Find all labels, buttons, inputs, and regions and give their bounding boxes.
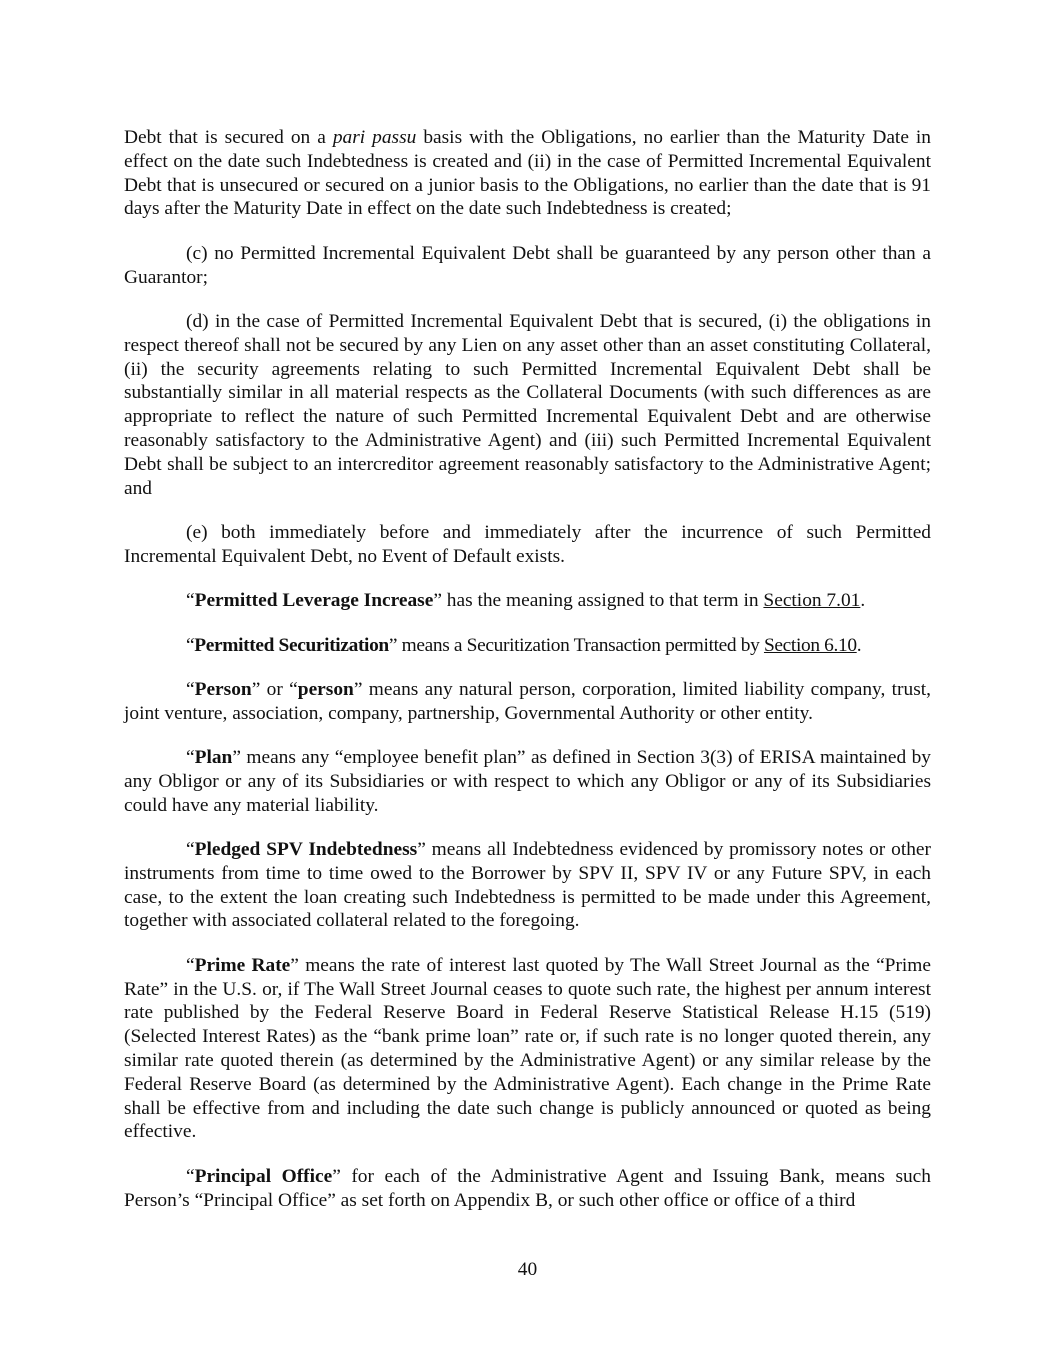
defined-term: Principal Office — [194, 1165, 333, 1187]
paragraph-clause-e: (e) both immediately before and immediately after the incurrence of such Permitted Incremental Equivalent Debt, no Event of Default exists. — [124, 521, 931, 567]
defined-term: person — [297, 678, 354, 700]
defined-term: Person — [194, 678, 252, 700]
paragraph-clause-c: (c) no Permitted Incremental Equivalent Debt shall be guaranteed by any person other than a Guarantor; — [124, 242, 931, 288]
definition-person: “Person” or “person” means any natural person, corporation, limited liability company, trust, joint venture, association, company, partnership, Governmental Authority or other entity. — [124, 678, 931, 724]
document-body — [124, 126, 931, 1233]
defined-term: Permitted Leverage Increase — [194, 590, 434, 612]
paragraph-continuation: Debt that is secured on a pari passu basis with the Obligations, no earlier than the Maturity Date in effect on the date such Indebtedness is created and (ii) in the case of Permitted Incremental Equivalent Debt that is unsecured or secured on a junior basis to the Obligations, no earlier than the date that is 91 days after the Maturity Date in effect on the date such Indebtedness is created; — [124, 127, 932, 220]
section-reference: Section 6.10 — [763, 634, 857, 656]
italic-term: pari passu — [332, 127, 417, 148]
defined-term: Prime Rate — [194, 954, 291, 976]
definition-pledged-spv-indebtedness: “Pledged SPV Indebtedness” means all Indebtedness evidenced by promissory notes or other instruments from time to time owed to the Borrower by SPV II, SPV IV or any Future SPV, in each case, to the extent the loan creating such Indebtedness is permitted to be made under this Agreement, together with associated collateral related to the foregoing. — [124, 839, 931, 932]
definition-principal-office: “Principal Office” for each of the Administrative Agent and Issuing Bank, means such Person’s “Principal Office” as set forth on Appendix B, or such other office or office of a third — [124, 1165, 931, 1211]
definition-permitted-leverage-increase: “Permitted Leverage Increase” has the meaning assigned to that term in Section 7.01. — [186, 590, 866, 612]
defined-term: Plan — [194, 747, 233, 769]
defined-term: Permitted Securitization — [194, 634, 389, 656]
section-reference: Section 7.01 — [763, 590, 861, 612]
definition-prime-rate: “Prime Rate” means the rate of interest last quoted by The Wall Street Journal as the “Prime Rate” in the U.S. or, if The Wall Street Journal ceases to quote such rate, the highest per annum interest rate published by the Federal Reserve Board in Federal Reserve Statistical Release H.15 (519) (Selected Interest Rates) as the “bank prime loan” rate or, if such rate is no longer quoted therein, any similar rate quoted therein (as determined by the Administrative Agent) or any similar release by the Federal Reserve Board (as determined by the Administrative Agent). Each change in the Prime Rate shall be effective from and including the date such change is publicly announced or quoted as being effective. — [124, 954, 931, 1143]
defined-term: Pledged SPV Indebtedness — [194, 839, 418, 861]
definition-plan: “Plan” means any “employee benefit plan” as defined in Section 3(3) of ERISA maintained by any Obligor or any of its Subsidiaries or with respect to which any Obligor or any of its Subsidiaries could have any material liability. — [124, 747, 931, 816]
paragraph-clause-d: (d) in the case of Permitted Incremental Equivalent Debt that is secured, (i) the obligations in respect thereof shall not be secured by any Lien on any asset other than an asset constituting Collateral, (ii) the security agreements relating to such Permitted Incremental Equivalent Debt shall be substantially similar in all material respects as the Collateral Documents (with such differences as are appropriate to reflect the nature of such Permitted Incremental Equivalent Debt and are otherwise reasonably satisfactory to the Administrative Agent) and (iii) such Permitted Incremental Equivalent Debt shall be subject to an intercreditor agreement reasonably satisfactory to the Administrative Agent; and — [124, 310, 931, 499]
definition-permitted-securitization: “Permitted Securitization” means a Securitization Transaction permitted by Section 6.10. — [186, 634, 862, 656]
page-number: 40 — [517, 1259, 538, 1280]
